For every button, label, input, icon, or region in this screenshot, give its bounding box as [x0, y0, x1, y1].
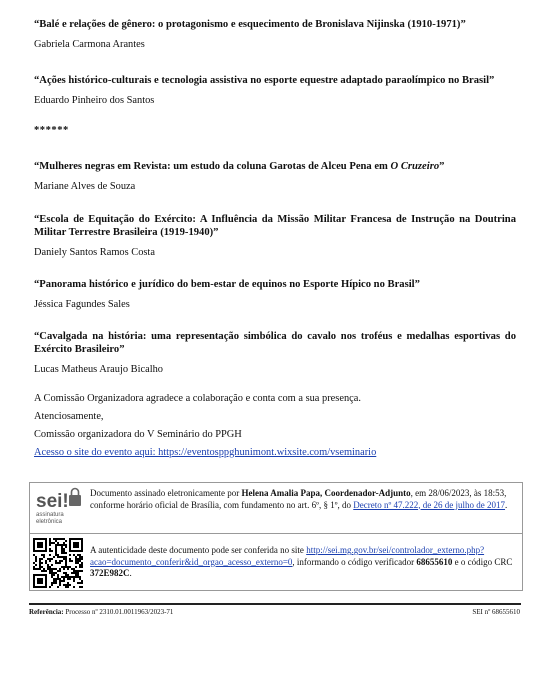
footer-sei-number: SEI nº 68655610 [472, 608, 520, 616]
sei-logo-icon [33, 487, 85, 527]
crc-code: 372E982C [90, 568, 130, 578]
verification-url[interactable]: http://sei.mg.gov.br/sei/controlador_externo.php?acao=documento_conferir&id_orgao_acesso_externo=0 [90, 545, 485, 567]
entry-title-end: ” [439, 161, 445, 172]
entry-title: “Ações histórico-culturais e tecnologia assistiva no esporte equestre adaptado paraolímpico no Brasil” [34, 75, 495, 86]
list-item [34, 278, 516, 311]
signature-mid: , em 28/06/2023, às 18:53, conforme horário oficial de Brasília, com fundamento no art. 6º, § 1º, do [90, 488, 507, 510]
entry-author: Gabriela Carmona Arantes [34, 39, 145, 50]
entry-author: Mariane Alves de Souza [34, 181, 136, 192]
auth-post: . [129, 568, 132, 578]
sei-logo-sub2: eletrônica [36, 519, 63, 525]
entry-title: “Panorama histórico e jurídico do bem-estar de equinos no Esporte Hípico no Brasil” [34, 279, 420, 290]
list-item [34, 330, 516, 376]
event-link[interactable]: Acesso o site do evento aqui: https://eventosppghunimont.wixsite.com/vseminario [34, 447, 377, 458]
list-item [34, 74, 516, 107]
entry-title: “Balé e relações de gênero: o protagonismo e esquecimento de Bronislava Nijinska (1910-1971)” [34, 19, 466, 30]
footer-ref-label: Referência: [29, 608, 64, 616]
closing-regards: Atenciosamente, [34, 411, 104, 422]
closing-thanks: A Comissão Organizadora agradece a colaboração e conta com a sua presença. [34, 393, 361, 404]
entry-title-text: “Mulheres negras em Revista: um estudo da coluna Garotas de Alceu Pena em [34, 161, 391, 172]
entry-title-italic: O Cruzeiro [390, 161, 440, 172]
entry-title [34, 160, 516, 173]
list-item [34, 18, 516, 51]
closing-committee: Comissão organizadora do V Seminário do PPGH [34, 429, 242, 440]
decree-link[interactable]: Decreto nº 47.222, de 26 de julho de 2017 [353, 499, 506, 510]
separator: ****** [34, 125, 69, 136]
entry-author: Jéssica Fagundes Sales [34, 299, 130, 310]
signature-post: . [505, 499, 508, 510]
list-item [34, 213, 516, 259]
entry-title: “Escola de Equitação do Exército: A Influência da Missão Militar Francesa de Instrução na Doutrina Militar Terrestre Brasileira (1919-1940)” [34, 214, 516, 238]
footer-reference [29, 608, 173, 616]
auth-mid2: e o código CRC [452, 556, 513, 567]
sei-logo-sub1: assinatura [36, 512, 64, 518]
entry-author: Daniely Santos Ramos Costa [34, 247, 155, 258]
entry-title: “Cavalgada na história: uma representação simbólica do cavalo nos troféus e medalhas esportivas do Exército Brasileiro” [34, 331, 516, 355]
qr-code-icon [33, 538, 83, 588]
authenticity-text [90, 545, 518, 580]
footer-divider [29, 603, 521, 605]
auth-pre: A autenticidade deste documento pode ser conferida no site [90, 545, 307, 555]
signature-pre: Documento assinado eletronicamente por [90, 488, 242, 498]
sei-logo-text: sei! [36, 491, 69, 512]
signature-text [90, 488, 518, 511]
entry-author: Eduardo Pinheiro dos Santos [34, 95, 155, 106]
entry-author: Lucas Matheus Araujo Bicalho [34, 364, 163, 375]
list-item [34, 160, 516, 193]
footer-ref-value: Processo nº 2310.01.0011963/2023-71 [63, 608, 174, 616]
auth-mid: , informando o código verificador [292, 556, 417, 567]
verification-code: 68655610 [416, 556, 453, 567]
signature-signer: Helena Amalia Papa, Coordenador-Adjunto [241, 488, 411, 498]
